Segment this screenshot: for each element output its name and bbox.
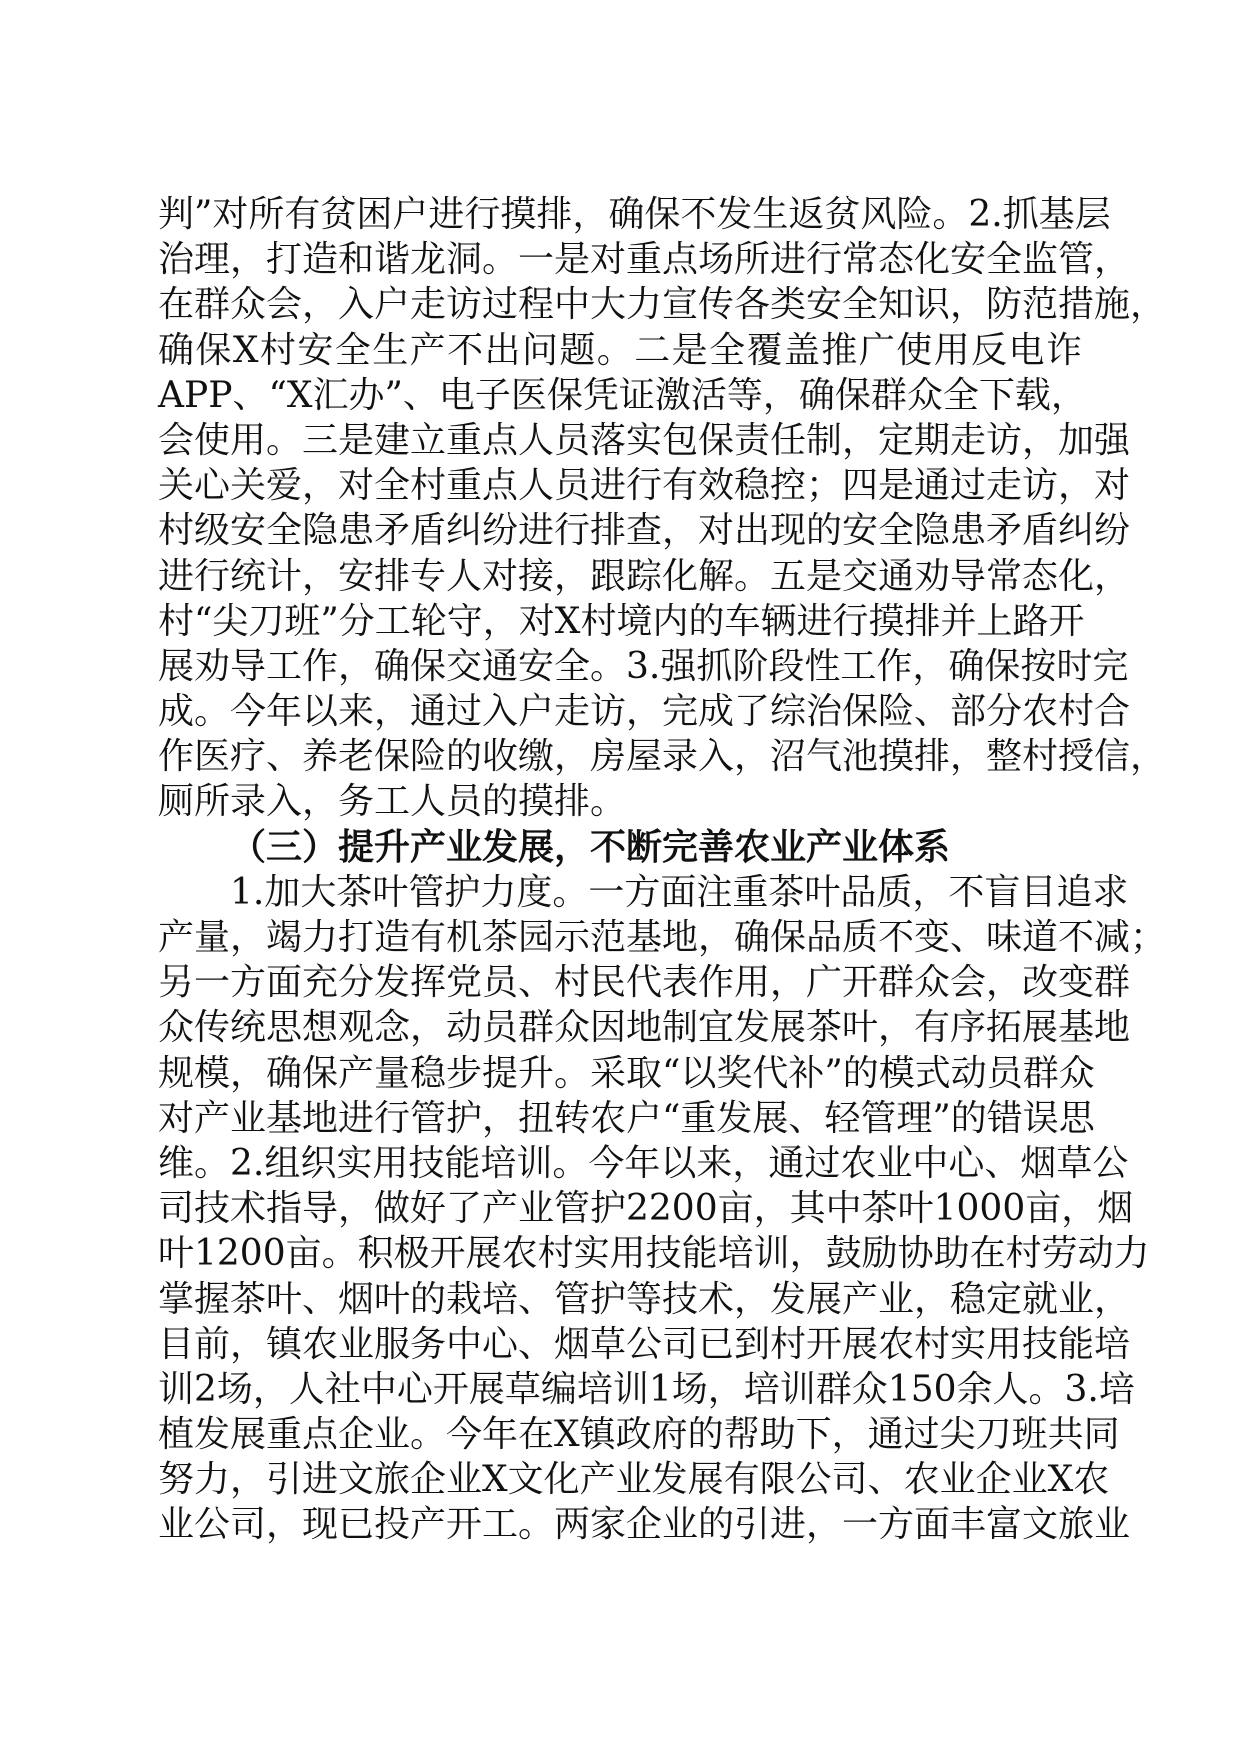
paragraph-line: 进行统计，安排专人对接，跟踪化解。五是交通劝导常态化， (158, 555, 1131, 597)
paragraph-line: 司技术指导，做好了产业管护2200亩，其中茶叶1000亩，烟 (158, 1188, 1134, 1230)
paragraph-line: 判”对所有贫困户进行摸排，确保不发生返贫风险。2.抓基层 (158, 194, 1111, 235)
paragraph-line: 村“尖刀班”分工轮守，对X村境内的车辆进行摸排并上路开 (158, 600, 1085, 642)
paragraph-line: 业公司，现已投产开工。两家企业的引进，一方面丰富文旅业 (158, 1504, 1131, 1546)
paragraph-line: 作医疗、养老保险的收缴，房屋录入，沼气池摸排，整村授信， (158, 736, 1167, 778)
paragraph-line: 关心关爱，对全村重点人员进行有效稳控；四是通过走访，对 (158, 465, 1131, 507)
paragraph-line: 众传统思想观念，动员群众因地制宜发展茶叶，有序拓展基地 (158, 1007, 1131, 1049)
paragraph-line: 掌握茶叶、烟叶的栽培、管护等技术，发展产业，稳定就业， (158, 1278, 1131, 1320)
paragraph-line: 在群众会，入户走访过程中大力宣传各类安全知识，防范措施， (158, 284, 1167, 326)
paragraph-line: 厕所录入，务工人员的摸排。 (158, 781, 627, 823)
paragraph-line: 确保X村安全生产不出问题。二是全覆盖推广使用反电诈 (158, 329, 1082, 371)
paragraph-line: 成。今年以来，通过入户走访，完成了综治保险、部分农村合 (158, 691, 1131, 733)
paragraph-line: 努力，引进文旅企业X文化产业发展有限公司、农业企业X农 (158, 1459, 1110, 1501)
paragraph-line: 治理，打造和谐龙洞。一是对重点场所进行常态化安全监管， (158, 239, 1131, 281)
paragraph-line: 叶1200亩。积极开展农村实用技能培训，鼓励协助在村劳动力 (158, 1233, 1150, 1275)
paragraph-line: 会使用。三是建立重点人员落实包保责任制，定期走访，加强 (158, 419, 1131, 461)
paragraph-line: 对产业基地进行管护，扭转农户“重发展、轻管理”的错误思 (158, 1097, 1095, 1139)
paragraph-line: 展劝导工作，确保交通安全。3.强抓阶段性工作，确保按时完 (158, 645, 1129, 687)
paragraph-line: 产量，竭力打造有机茶园示范基地，确保品质不变、味道不减； (158, 917, 1167, 958)
section-heading: （三）提升产业发展，不断完善农业产业体系 (230, 825, 951, 868)
paragraph-line: 另一方面充分发挥党员、村民代表作用，广开群众会，改变群 (158, 962, 1131, 1004)
paragraph-line: 目前，镇农业服务中心、烟草公司已到村开展农村实用技能培 (158, 1323, 1131, 1365)
paragraph-line: 训2场，人社中心开展草编培训1场，培训群众150余人。3.培 (158, 1368, 1135, 1410)
paragraph-line: 1.加大茶叶管护力度。一方面注重茶叶品质，不盲目追求 (230, 871, 1129, 913)
paragraph-line: 维。2.组织实用技能培训。今年以来，通过农业中心、烟草公 (158, 1142, 1129, 1184)
document-body (158, 192, 1167, 1548)
paragraph-line: 规模，确保产量稳步提升。采取“以奖代补”的模式动员群众 (158, 1052, 1095, 1094)
paragraph-line: APP、“X汇办”、电子医保凭证激活等，确保群众全下载， (158, 374, 1087, 416)
paragraph-line: 植发展重点企业。今年在X镇政府的帮助下，通过尖刀班共同 (158, 1414, 1120, 1456)
paragraph-line: 村级安全隐患矛盾纠纷进行排查，对出现的安全隐患矛盾纠纷 (158, 510, 1131, 552)
